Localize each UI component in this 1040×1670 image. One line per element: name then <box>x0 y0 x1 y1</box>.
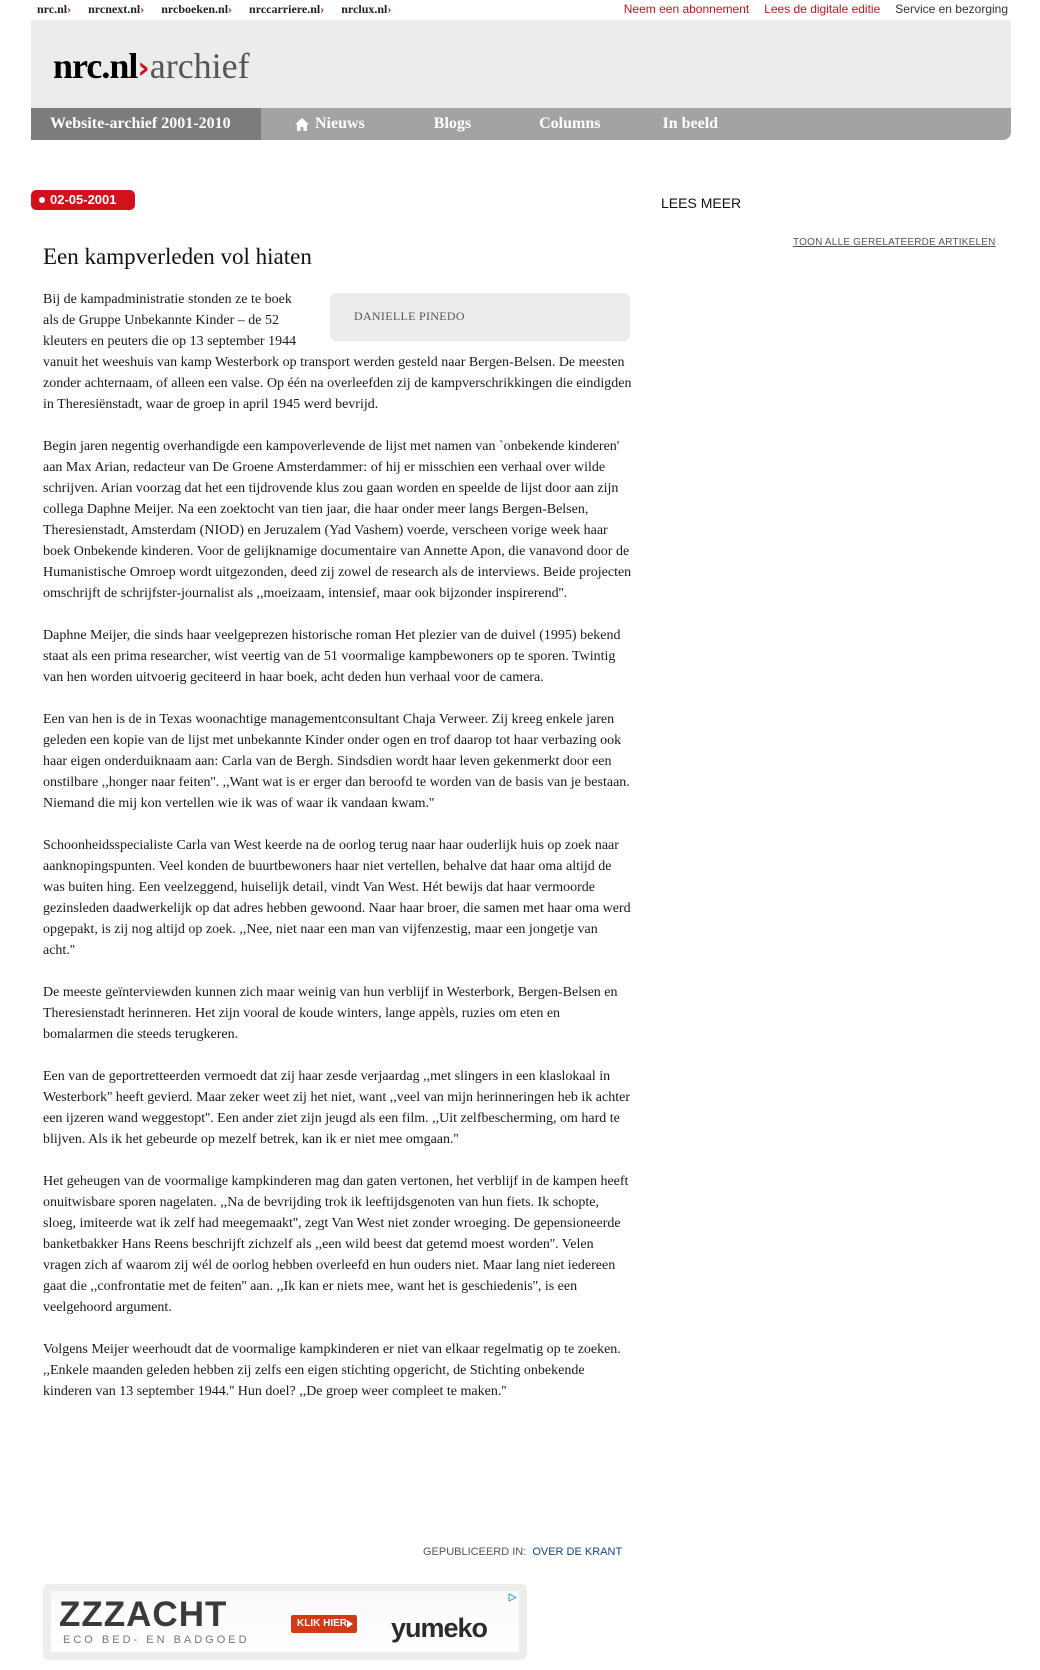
digital-edition-link[interactable]: Lees de digitale editie <box>764 2 881 16</box>
logo-chevron: › <box>137 51 150 86</box>
network-link-nrc[interactable]: nrc.nl› <box>37 2 72 16</box>
ad-choices-icon[interactable] <box>508 1593 517 1602</box>
network-link-nrccarriere[interactable]: nrccarriere.nl› <box>249 2 325 16</box>
article-paragraph: Daphne Meijer, die sinds haar veelgeprezen historische roman Het plezier van de duivel (1995) bekend staat als een prima researcher, wist veertig van de 51 voormalige kampbewoners op te sporen. Twintig van hen worden uitvoerig geciteerd in haar boek, acht deden hun verhaal voor de camera. <box>43 628 621 685</box>
article-paragraph: Schoonheidsspecialiste Carla van West keerde na de oorlog terug naar haar ouderlijk huis op zoek naar aanknopingspunten. Veel konden de buurtbewoners haar niet vertellen, behalve dat haar oma altijd de was buiten hing. Een veelzeggend, huiselijk detail, vindt Van West. Hét bewijs dat haar vermoorde gezinsleden daadwerkelijk op dat adres hebben gewoond. Naar haar broer, die samen met haar oma werd opgepakt, is zij nog altijd op zoek. ,,Nee, niet naar een man van vijfenzestig, maar een jongetje van acht.'' <box>43 838 631 958</box>
site-header <box>31 20 1011 108</box>
home-icon <box>295 118 309 131</box>
article-body <box>43 289 633 1423</box>
article-paragraph: Het geheugen van de voormalige kampkinderen mag dan gaten vertonen, het verblijf in de kampen heeft onuitwisbare sporen nagelaten. ,,Na de bevrijding trok ik leeftijdsgenoten van hun fiets. Ik schopte, sloeg, imiteerde wat ik zelf had meegemaakt'', zegt Van West niet zonder wroeging. De gepensioneerde banketbakker Hans Reens beschrijft zichzelf als ,,een wild beest dat getemd moest worden''. Velen vragen zich af waarom zij wél de oorlog hebben overleefd en hun ouders niet. Maar lang niet iedereen gaat die ,,confrontatie met de feiten'' aan. ,,Ik kan er niets mee, want het is geschiedenis'', is een veelgehoord argument. <box>43 1174 629 1315</box>
article-paragraph: Een van de geportretteerden vermoedt dat zij haar zesde verjaardag ,,met slingers in een klaslokaal in Westerbork'' heeft gevierd. Maar zeker weet zij het niet, want ,,veel van mijn herinneringen heb ik achter een ijzeren wand weggestopt''. Een ander ziet zijn jeugd als een film. ,,Uit zelfbescherming, om hard te blijven. Als ik het gebeurde op mezelf betrek, kan ik er niet mee omgaan.'' <box>43 1069 631 1147</box>
article-paragraph: Volgens Meijer weerhoudt dat de voormalige kampkinderen er niet van elkaar regelmatig op te zoeken. ,,Enkele maanden geleden hebben zij zelfs een eigen stichting opgericht, de Stichting onbekende kinderen van 13 september 1944.'' Hun doel? ,,De groep weer compleet te maken.'' <box>43 1342 621 1399</box>
article-paragraph: Bij de kampadministratie stonden ze te boek als de Gruppe Unbekannte Kinder – de 52 kleuters en peuters die op 13 september 1944 vanuit het weeshuis van kamp Westerbork op transport werden gesteld naar Bergen-Belsen. De meesten zonder achternaam, of alleen een valse. Op één na overleefden zij de kampverschrikkingen die eindigden in Theresiënstadt, waar de groep in april 1945 werd bevrijd. <box>43 292 632 412</box>
article-paragraph: Begin jaren negentig overhandigde een kampoverlevende de lijst met namen van `onbekende kinderen' aan Max Arian, redacteur van De Groene Amsterdammer: of hij er misschien een verhaal over wilde schrijven. Arian voorzag dat het een tijdrovende klus zou gaan worden en speelde de lijst door aan zijn collega Daphne Meijer. Na een zoektocht van tien jaar, die haar onder meer langs Bergen-Belsen, Theresienstadt, Amsterdam (NIOD) en Jeruzalem (Yad Vashem) voerde, verscheen vorige week haar boek Onbekende kinderen. Voor de gelijknamige documentaire van Annette Apon, die vanavond door de Humanistische Omroep wordt uitgezonden, deed zij zowel de research als de interviews. Beide projecten omschrijft de schrijfster-journalist als ,,moeizaam, intensief, maar ook bijzonder inspirerend''. <box>43 439 632 601</box>
ad-cta-button[interactable] <box>291 1615 357 1633</box>
show-related-articles-link[interactable]: TOON ALLE GERELATEERDE ARTIKELEN <box>793 237 996 248</box>
ad-brand: ZZZACHT <box>59 1595 228 1634</box>
article-paragraph: Een van hen is de in Texas woonachtige managementconsultant Chaja Verweer. Zij kreeg enkele jaren geleden een kopie van de lijst met unbekannte Kinder onder ogen en trof daarop tot haar verbazing ook haar eigen onderduiknaam aan: Carla van de Bergh. Sindsdien wordt haar leven gekenmerkt door een onstilbare ,,honger naar feiten''. ,,Want wat is er erger dan beroofd te worden van de basis van je bestaan. Niemand die mij kon vertellen wie ik was of waar ik vandaan kwam.'' <box>43 712 630 811</box>
network-link-nrcnext[interactable]: nrcnext.nl› <box>88 2 145 16</box>
article-title: Een kampverleden vol hiaten <box>43 244 312 269</box>
nav-item-news-label: Nieuws <box>315 115 365 132</box>
lees-meer-heading: LEES MEER <box>661 195 742 211</box>
author-name: DANIELLE PINEDO <box>354 309 465 323</box>
network-link-nrcboeken[interactable]: nrcboeken.nl› <box>161 2 233 16</box>
author-box-spacer <box>301 289 633 343</box>
logo-section: archief <box>149 46 250 86</box>
published-link[interactable]: OVER DE KRANT <box>532 1546 623 1558</box>
play-arrow-icon <box>347 1620 353 1628</box>
subscribe-link[interactable]: Neem een abonnement <box>623 2 750 16</box>
main-nav <box>31 108 1011 140</box>
article-paragraph: De meeste geïnterviewden kunnen zich maar weinig van hun verblijf in Westerbork, Bergen-Belsen en Theresienstadt herinneren. Het zijn vooral de koude winters, lange appèls, ruzies om eten en bomalarmen die steeds terugkeren. <box>43 985 618 1042</box>
nav-item-news[interactable] <box>273 108 387 140</box>
article-date: 02-05-2001 <box>50 192 117 207</box>
ad-tagline: ECO BED- EN BADGOED <box>63 1634 250 1646</box>
network-link-nrclux[interactable]: nrclux.nl› <box>341 2 392 16</box>
nav-item-in-beeld[interactable]: In beeld <box>662 115 719 132</box>
service-link[interactable]: Service en bezorging <box>895 2 1008 16</box>
network-bar <box>0 0 1040 20</box>
site-logo[interactable] <box>53 46 250 89</box>
nav-item-columns[interactable]: Columns <box>539 115 601 132</box>
nav-item-archive[interactable]: Website-archief 2001-2010 <box>31 108 261 140</box>
bullet-icon <box>39 197 45 203</box>
nav-item-blogs[interactable]: Blogs <box>433 115 472 132</box>
published-in <box>423 1546 622 1558</box>
advertisement[interactable] <box>43 1584 527 1660</box>
date-badge <box>31 190 135 210</box>
published-label: GEPUBLICEERD IN: <box>423 1546 527 1558</box>
network-links <box>37 2 391 17</box>
ad-partner-logo: yumeko <box>391 1613 488 1643</box>
ad-banner[interactable] <box>51 1591 519 1652</box>
ad-cta-label: KLIK HIER <box>297 1618 347 1629</box>
logo-brand: nrc.nl <box>53 46 138 86</box>
account-links <box>624 2 1008 16</box>
